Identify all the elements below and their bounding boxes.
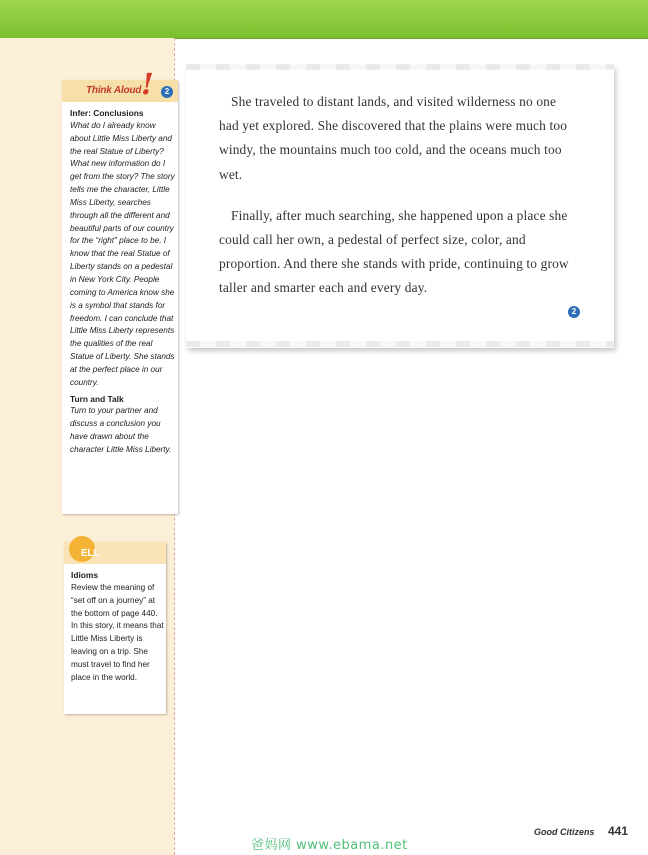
top-color-band xyxy=(0,0,648,39)
infer-conclusions-text: What do I already know about Little Miss Liberty and the real Statue of Liberty? What new information do I get from the story? The story tells me the character, Little Miss Liberty, searches through all the different and beautiful parts of our country for the “right” place to be. I know that the real Statue of Liberty stands on a pedestal in New York City. People coming to America know she is a symbol that stands for freedom. I can conclude that Little Miss Liberty represents the qualities of the real Statue of Liberty. She stands at the perfect place in our country. xyxy=(70,120,175,387)
think-aloud-title: Think Aloud xyxy=(86,85,142,96)
exclamation-icon: ! xyxy=(141,67,154,101)
story-text xyxy=(219,90,571,301)
page-number: 441 xyxy=(608,824,629,838)
think-aloud-body xyxy=(70,107,176,457)
ell-box xyxy=(64,542,166,714)
ell-body xyxy=(71,569,165,685)
story-paragraph-1: She traveled to distant lands, and visited wilderness no one had yet explored. She discovered that the plains were much too windy, the mountains much too cold, and the oceans much too wet. xyxy=(219,94,568,182)
paper-torn-edge-top xyxy=(186,64,614,70)
story-number-badge: 2 xyxy=(568,306,580,318)
think-aloud-number-badge: 2 xyxy=(161,86,173,98)
watermark: 爸妈网 www.ebama.net xyxy=(251,838,408,853)
story-paragraph-2: Finally, after much searching, she happened upon a place she could call her own, a pedestal of perfect size, color, and proportion. And there she stands with pride, continuing to grow taller and smarter each and every day. xyxy=(219,207,569,296)
ell-title: ELL xyxy=(81,548,99,559)
idioms-text: Review the meaning of “set off on a journey” at the bottom of page 440. In this story, it means that Little Miss Liberty is leaving on a trip. She must travel to find her place in the world. xyxy=(71,582,164,682)
idioms-heading: Idioms xyxy=(71,570,98,580)
think-aloud-box xyxy=(62,67,178,514)
paper-torn-edge-bottom xyxy=(186,341,614,347)
infer-conclusions-heading: Infer: Conclusions xyxy=(70,108,144,118)
footer-unit-title: Good Citizens xyxy=(534,827,595,837)
turn-and-talk-text: Turn to your partner and discuss a conclusion you have drawn about the character Little Miss Liberty. xyxy=(70,406,172,454)
turn-and-talk-heading: Turn and Talk xyxy=(70,393,124,404)
